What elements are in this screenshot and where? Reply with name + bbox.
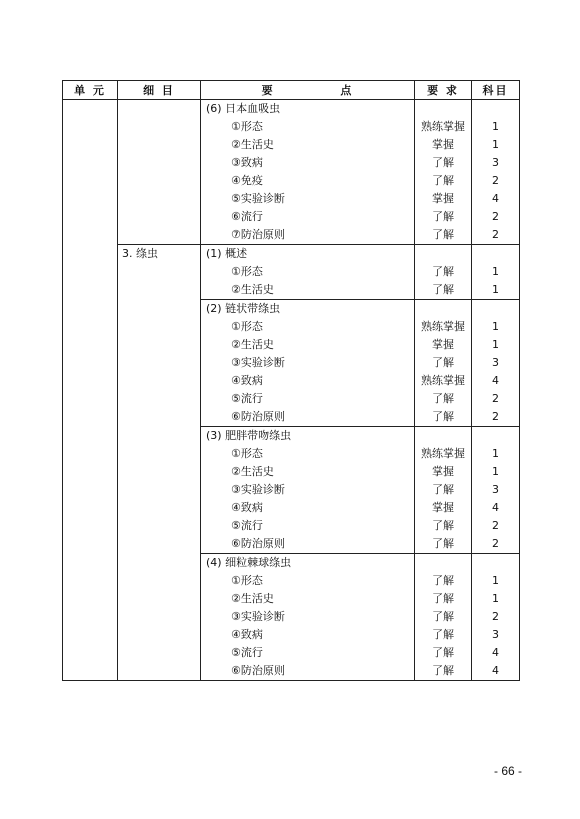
- subject-value: 1: [492, 320, 499, 333]
- requirement-value: 了解: [432, 356, 454, 369]
- subject-value: 1: [492, 120, 499, 133]
- points-cell: [201, 300, 415, 427]
- subject-value: 2: [492, 392, 499, 405]
- point-item: ①形态: [231, 265, 263, 278]
- syllabus-table: [62, 80, 520, 681]
- requirement-value: 了解: [432, 646, 454, 659]
- requirement-spacer: [415, 300, 471, 318]
- subject-value: 4: [492, 192, 499, 205]
- requirement-value: 了解: [432, 483, 454, 496]
- subject-spacer: [472, 554, 519, 572]
- subject-value: 4: [492, 646, 499, 659]
- point-item: ③实验诊断: [231, 610, 285, 623]
- point-item: ③致病: [231, 156, 263, 169]
- page-number: - 66 -: [493, 764, 522, 778]
- subject-cell: [472, 554, 520, 681]
- requirement-value: 熟练掌握: [421, 447, 465, 460]
- point-item: ⑥流行: [231, 210, 263, 223]
- requirement-value: 了解: [432, 574, 454, 587]
- point-item: ②生活史: [231, 283, 274, 296]
- requirement-spacer: [415, 427, 471, 445]
- table-body: [63, 100, 520, 681]
- point-item: ②生活史: [231, 338, 274, 351]
- point-item: ⑤实验诊断: [231, 192, 285, 205]
- requirement-value: 了解: [432, 156, 454, 169]
- point-item: ②生活史: [231, 465, 274, 478]
- requirement-value: 了解: [432, 283, 454, 296]
- requirement-value: 了解: [432, 628, 454, 641]
- point-item: ⑤流行: [231, 392, 263, 405]
- point-item: ①形态: [231, 320, 263, 333]
- header-requirement: 要 求: [415, 81, 472, 100]
- requirement-cell: [415, 300, 472, 427]
- point-item: ②生活史: [231, 138, 274, 151]
- topic-title: (6) 日本血吸虫: [206, 102, 281, 115]
- points-cell: [201, 245, 415, 300]
- subject-spacer: [472, 300, 519, 318]
- requirement-value: 熟练掌握: [421, 374, 465, 387]
- subject-cell: [472, 245, 520, 300]
- requirement-value: 了解: [432, 410, 454, 423]
- points-cell: [201, 554, 415, 681]
- table-row: [63, 245, 520, 300]
- subject-spacer: [472, 245, 519, 263]
- subject-value: 2: [492, 210, 499, 223]
- requirement-value: 掌握: [432, 338, 454, 351]
- requirement-value: 掌握: [432, 192, 454, 205]
- subject-value: 3: [492, 356, 499, 369]
- subject-value: 4: [492, 664, 499, 677]
- subject-value: 1: [492, 592, 499, 605]
- requirement-spacer: [415, 100, 471, 118]
- point-item: ③实验诊断: [231, 356, 285, 369]
- point-item: ⑥防治原则: [231, 410, 285, 423]
- point-item: ⑤流行: [231, 646, 263, 659]
- subject-value: 2: [492, 519, 499, 532]
- requirement-value: 了解: [432, 592, 454, 605]
- subject-value: 3: [492, 156, 499, 169]
- header-points: 要 点: [201, 81, 415, 100]
- section-cell: [118, 100, 201, 245]
- subject-value: 2: [492, 174, 499, 187]
- header-unit: 单 元: [63, 81, 118, 100]
- requirement-value: 了解: [432, 228, 454, 241]
- points-cell: [201, 427, 415, 554]
- requirement-value: 了解: [432, 537, 454, 550]
- subject-value: 2: [492, 610, 499, 623]
- subject-value: 1: [492, 338, 499, 351]
- point-item: ⑥防治原则: [231, 537, 285, 550]
- point-item: ②生活史: [231, 592, 274, 605]
- point-item: ⑦防治原则: [231, 228, 285, 241]
- subject-value: 4: [492, 501, 499, 514]
- subject-value: 4: [492, 374, 499, 387]
- requirement-value: 了解: [432, 265, 454, 278]
- requirement-spacer: [415, 245, 471, 263]
- requirement-cell: [415, 554, 472, 681]
- subject-value: 1: [492, 138, 499, 151]
- point-item: ③实验诊断: [231, 483, 285, 496]
- topic-title: (3) 肥胖带吻绦虫: [206, 429, 292, 442]
- requirement-cell: [415, 100, 472, 245]
- requirement-value: 了解: [432, 174, 454, 187]
- point-item: ④致病: [231, 628, 263, 641]
- point-item: ⑥防治原则: [231, 664, 285, 677]
- section-label: 3. 绦虫: [122, 247, 158, 260]
- requirement-cell: [415, 245, 472, 300]
- point-item: ①形态: [231, 447, 263, 460]
- section-cell: [118, 245, 201, 681]
- requirement-value: 了解: [432, 519, 454, 532]
- requirement-value: 掌握: [432, 465, 454, 478]
- requirement-cell: [415, 427, 472, 554]
- point-item: ④免疫: [231, 174, 263, 187]
- table-header: [63, 81, 520, 100]
- topic-title: (2) 链状带绦虫: [206, 302, 281, 315]
- requirement-value: 了解: [432, 664, 454, 677]
- subject-value: 2: [492, 410, 499, 423]
- point-item: ④致病: [231, 374, 263, 387]
- subject-value: 1: [492, 283, 499, 296]
- topic-title: (1) 概述: [206, 247, 248, 260]
- subject-value: 1: [492, 465, 499, 478]
- requirement-value: 掌握: [432, 138, 454, 151]
- point-item: ⑤流行: [231, 519, 263, 532]
- subject-cell: [472, 300, 520, 427]
- point-item: ①形态: [231, 120, 263, 133]
- points-cell: [201, 100, 415, 245]
- point-item: ④致病: [231, 501, 263, 514]
- unit-cell: [63, 100, 118, 681]
- requirement-value: 掌握: [432, 501, 454, 514]
- subject-value: 1: [492, 574, 499, 587]
- requirement-value: 熟练掌握: [421, 320, 465, 333]
- header-subject: 科目: [472, 81, 520, 100]
- requirement-value: 了解: [432, 610, 454, 623]
- subject-value: 2: [492, 537, 499, 550]
- subject-value: 3: [492, 483, 499, 496]
- subject-spacer: [472, 100, 519, 118]
- subject-spacer: [472, 427, 519, 445]
- point-item: ①形态: [231, 574, 263, 587]
- requirement-spacer: [415, 554, 471, 572]
- subject-cell: [472, 427, 520, 554]
- requirement-value: 了解: [432, 392, 454, 405]
- subject-value: 2: [492, 228, 499, 241]
- subject-value: 1: [492, 447, 499, 460]
- topic-title: (4) 细粒棘球绦虫: [206, 556, 292, 569]
- header-section: 细 目: [118, 81, 201, 100]
- subject-value: 1: [492, 265, 499, 278]
- table-row: [63, 100, 520, 245]
- requirement-value: 了解: [432, 210, 454, 223]
- requirement-value: 熟练掌握: [421, 120, 465, 133]
- subject-cell: [472, 100, 520, 245]
- subject-value: 3: [492, 628, 499, 641]
